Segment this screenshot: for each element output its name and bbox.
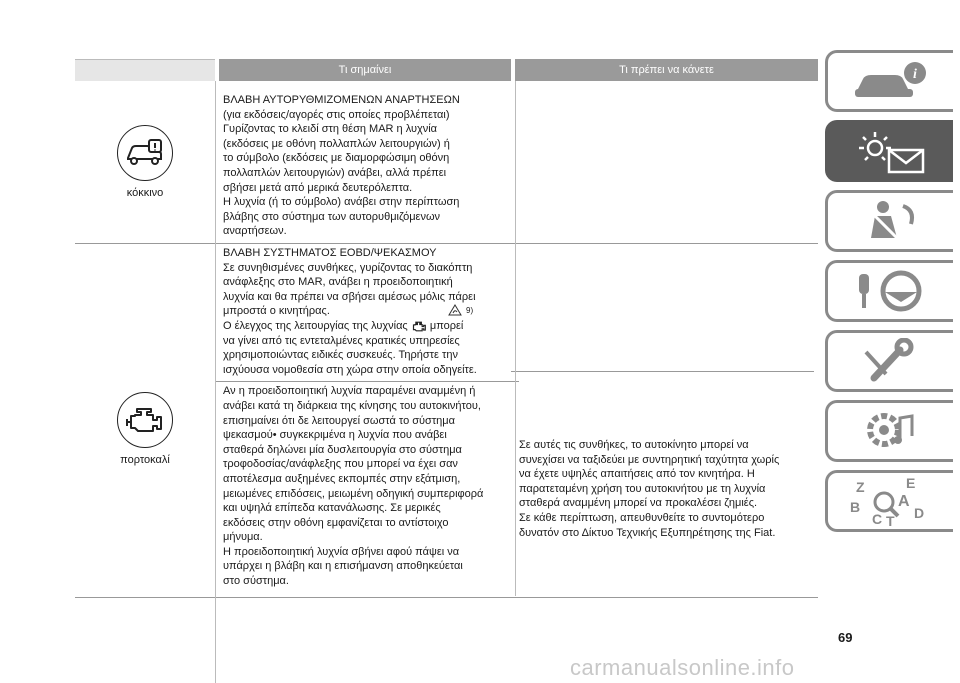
text-line: σταθερά αναμμένη μπορεί να προκαλέσει ζημιές.: [519, 497, 758, 510]
text-line: τροφοδοσίας/ανάφλεξης που μπορεί να έχει σαν: [223, 458, 458, 471]
index-letter: B: [849, 499, 860, 515]
svg-text:i: i: [912, 67, 917, 82]
text-line: λυχνία και θα πρέπει να σβήσει αμέσως μόλις πάρει: [223, 290, 476, 303]
gear-music-icon: [856, 408, 926, 454]
index-letter: C: [871, 511, 882, 527]
text-line: και υψηλά επίπεδα κατανάλωσης. Σε μερικές: [223, 502, 441, 515]
index-letter: Z: [855, 479, 865, 495]
header-blank: [75, 59, 215, 81]
text-fragment: μπορεί: [429, 319, 464, 332]
text-line: ανάβει κατά τη διάρκεια της κίνησης του αυτοκινήτου,: [223, 399, 481, 412]
warning-triangle-icon: [448, 304, 462, 316]
tab-multimedia[interactable]: [825, 400, 953, 462]
tab-starting-driving[interactable]: [825, 260, 953, 322]
text-line: μήνυμα.: [223, 531, 263, 544]
text-line: ΒΛΑΒΗ ΣΥΣΤΗΜΑΤΟΣ EOBD/ΨΕΚΑΣΜΟΥ: [223, 247, 437, 259]
warning-lights-table: [75, 59, 818, 598]
text-line: εκδόσεις στην οθόνη εμφανίζεται το αντίστοιχο: [223, 516, 449, 529]
car-info-icon: [851, 59, 931, 103]
meaning-cell: [215, 81, 511, 243]
text-line: Η προειδοποιητική λυχνία σβήνει αφού πάψει να: [223, 545, 460, 558]
suspension-warning-icon-wrap: [117, 125, 173, 199]
text-line: να γίνει από τις εντεταλμένες κρατικές υπηρεσίες: [223, 334, 460, 347]
text-line: υπάρχει η βλάβη και η επισήμανση αποθηκεύεται: [223, 560, 463, 573]
text-line: χρησιμοποιώντας ειδικές συσκευές. Τηρήστε την: [223, 349, 458, 362]
text-line: ισχύουσα νομοθεσία στη χώρα στην οποία οδηγείτε.: [223, 363, 477, 376]
text-line: Γυρίζοντας το κλειδί στη θέση MAR η λυχνία: [223, 123, 438, 136]
warning-light-message-icon: [851, 128, 931, 174]
header-action: Τι πρέπει να κάνετε: [515, 59, 818, 81]
text-line: να έχετε υψηλές απαιτήσεις από τον κινητήρα. Η: [519, 468, 755, 481]
tab-car-info[interactable]: [825, 50, 953, 112]
column-divider: [215, 81, 216, 683]
meaning-cell: [215, 244, 511, 597]
icon-cell: [75, 244, 215, 597]
index-letter: T: [885, 513, 895, 528]
alphabet-index-icon: [846, 474, 936, 528]
suspension-warning-icon: [117, 125, 173, 181]
column-divider: [515, 81, 516, 596]
text-line: πολλαπλών λειτουργιών) ανάβει, αλλά πρέπει: [223, 166, 447, 179]
action-cell: [511, 81, 814, 243]
text-fragment: Ο έλεγχος της λειτουργίας της λυχνίας: [223, 319, 408, 332]
text-line: μειωμένες επιδόσεις, μειωμένη οδηγική συμπεριφορά: [223, 487, 484, 500]
tab-maintenance[interactable]: [825, 330, 953, 392]
index-letter: D: [913, 505, 924, 521]
text-line: ψεκασμού• συγκεκριμένα η λυχνία που ανάβει: [223, 429, 447, 442]
tab-index[interactable]: [825, 470, 953, 532]
text-line: Η λυχνία (ή το σύμβολο) ανάβει στην περίπτωση: [223, 196, 460, 209]
text-line: Σε αυτές τις συνθήκες, το αυτοκίνητο μπορεί να: [519, 439, 749, 451]
key-steering-wheel-icon: [851, 268, 931, 314]
text-line: σταθερά δηλώνει μία δυσλειτουργία στο σύστημα: [223, 443, 462, 456]
index-letter: E: [905, 475, 915, 491]
icon-color-label: κόκκινο: [126, 187, 164, 199]
seatbelt-airbag-icon: [861, 198, 921, 244]
icon-color-label: πορτοκαλί: [120, 454, 170, 466]
text-line: ανάφλεξης στο MAR, ανάβει η προειδοποιητική: [223, 276, 453, 289]
text-line: Αν η προειδοποιητική λυχνία παραμένει αναμμένη ή: [223, 385, 476, 398]
engine-check-icon: [117, 392, 173, 448]
action-text: [519, 438, 779, 540]
text-line: Σε κάθε περίπτωση, απευθυνθείτε το συντομότερο: [519, 511, 765, 524]
text-line: επισημαίνει ότι δε λειτουργεί σωστά το σύστημα: [223, 414, 455, 427]
action-cell: [511, 244, 814, 597]
table-row: [75, 244, 818, 598]
row-divider: [215, 381, 519, 382]
text-line: το σύμβολο (εκδόσεις με διαμορφώσιμη οθόνη: [223, 152, 450, 165]
text-line-with-icon: [223, 319, 511, 334]
chapter-sidebar: [825, 50, 957, 540]
text-line: ΒΛΑΒΗ ΑΥΤΟΡΥΘΜΙΖΟΜΕΝΩΝ ΑΝΑΡΤΗΣΕΩΝ: [223, 94, 460, 106]
text-line: δυνατόν στο Δίκτυο Τεχνικής Εξυπηρέτησης της Fiat.: [519, 526, 776, 539]
text-line: (εκδόσεις με οθόνη πολλαπλών λειτουργιών) ή: [223, 137, 450, 150]
index-letter: A: [897, 493, 910, 510]
tab-warning-lights[interactable]: [825, 120, 953, 182]
table-row: [75, 81, 818, 244]
text-line: (για εκδόσεις/αγορές στις οποίες προβλέπεται): [223, 108, 450, 121]
row-divider: [511, 371, 814, 372]
table-header: [75, 59, 818, 81]
tab-safety[interactable]: [825, 190, 953, 252]
warning-reference-number: 9): [466, 305, 474, 315]
wrench-icon: [856, 338, 926, 384]
watermark: carmanualsonline.info: [570, 655, 795, 680]
page-number: 69: [838, 630, 853, 645]
warning-reference: [448, 304, 473, 316]
text-line: στο σύστημα.: [223, 575, 289, 588]
text-line: συνεχίσει να ταξιδεύει με συντηρητική ταχύτητα χωρίς: [519, 453, 780, 466]
text-line: σβήσει μετά από μερικά δευτερόλεπτα.: [223, 181, 413, 194]
text-line: μπροστά ο κινητήρας.: [223, 305, 330, 318]
text-line: παρατεταμένη χρήση του αυτοκινήτου με τη λυχνία: [519, 482, 766, 495]
text-line: αναρτήσεων.: [223, 225, 287, 238]
header-meaning: Τι σημαίνει: [219, 59, 511, 81]
engine-warning-icon-wrap: [117, 392, 173, 466]
text-line: Σε συνηθισμένες συνθήκες, γυρίζοντας το διακόπτη: [223, 261, 473, 274]
text-line: βλάβης στο σύστημα των αυτορυθμιζόμενων: [223, 210, 441, 223]
engine-check-inline-icon: [411, 321, 427, 332]
text-line: αποτέλεσμα αυξημένες εκπομπές στην εξάτμιση,: [223, 472, 461, 485]
icon-cell: [75, 81, 215, 243]
